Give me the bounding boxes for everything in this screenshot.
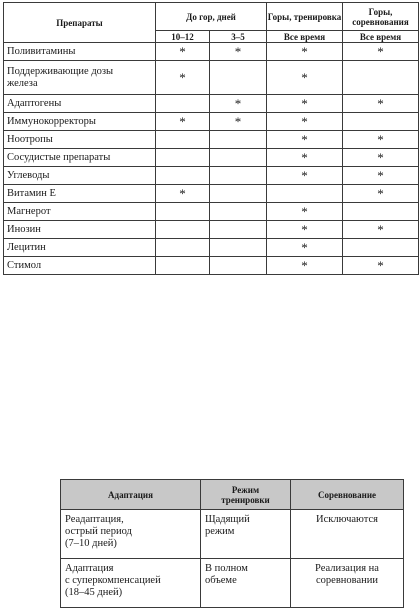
table-row [4, 203, 419, 221]
table-row [4, 239, 419, 257]
cell-adaptation: Реадаптация, острый период (7–10 дней) [61, 510, 201, 559]
subheader-all-time-training: Все время [267, 31, 343, 43]
row-mark [210, 61, 267, 95]
header-adaptation: Адаптация [61, 480, 201, 510]
header-mountains-competition: Горы, соревнования [343, 3, 419, 31]
row-name: Инозин [4, 221, 156, 239]
row-name: Поливитамины [4, 43, 156, 61]
row-mark: * [343, 167, 419, 185]
table-row [4, 131, 419, 149]
row-name: Поддерживающие дозы железа [4, 61, 156, 95]
table-row [4, 167, 419, 185]
row-mark: * [267, 167, 343, 185]
row-mark [156, 131, 210, 149]
row-mark: * [267, 43, 343, 61]
header-before-mountains: До гор, дней [156, 3, 267, 31]
row-mark [156, 95, 210, 113]
row-name: Иммунокорректоры [4, 113, 156, 131]
row-mark: * [343, 95, 419, 113]
preparations-table [3, 2, 419, 275]
row-name: Сосудистые препараты [4, 149, 156, 167]
table-row [4, 43, 419, 61]
row-mark: * [210, 95, 267, 113]
header-competition: Соревнование [291, 480, 404, 510]
subheader-3-5: 3–5 [210, 31, 267, 43]
row-mark: * [267, 239, 343, 257]
row-mark: * [343, 221, 419, 239]
row-mark: * [267, 257, 343, 275]
row-mark: * [210, 113, 267, 131]
row-mark [210, 203, 267, 221]
row-mark: * [156, 113, 210, 131]
row-mark [156, 149, 210, 167]
header-training-mode: Режим тренировки [201, 480, 291, 510]
header-preparations: Препараты [4, 3, 156, 43]
row-mark: * [156, 185, 210, 203]
cell-competition: Исключаются [291, 510, 404, 559]
table-row [61, 510, 404, 559]
table-row [4, 185, 419, 203]
row-mark: * [156, 43, 210, 61]
row-mark [156, 239, 210, 257]
row-name: Адаптогены [4, 95, 156, 113]
row-mark [343, 239, 419, 257]
row-mark [210, 185, 267, 203]
cell-training-mode: Щадящий режим [201, 510, 291, 559]
adaptation-table [60, 479, 404, 608]
row-name: Лецитин [4, 239, 156, 257]
table-row [4, 221, 419, 239]
row-mark [343, 113, 419, 131]
row-mark: * [343, 185, 419, 203]
subheader-all-time-competition: Все время [343, 31, 419, 43]
row-mark: * [267, 221, 343, 239]
row-mark [267, 185, 343, 203]
cell-training-mode: В полном объеме [201, 559, 291, 608]
row-mark: * [343, 149, 419, 167]
table-row [4, 149, 419, 167]
row-mark: * [210, 43, 267, 61]
row-mark: * [267, 131, 343, 149]
table-row [4, 95, 419, 113]
table-row [4, 113, 419, 131]
row-mark [210, 257, 267, 275]
row-mark [210, 221, 267, 239]
row-mark [210, 131, 267, 149]
row-mark [210, 239, 267, 257]
row-mark: * [267, 61, 343, 95]
cell-competition: Реализация на соревновании [291, 559, 404, 608]
row-mark [156, 257, 210, 275]
row-mark [156, 167, 210, 185]
row-mark: * [343, 131, 419, 149]
row-name: Стимол [4, 257, 156, 275]
row-mark: * [156, 61, 210, 95]
row-mark [343, 61, 419, 95]
row-mark: * [343, 43, 419, 61]
row-name: Ноотропы [4, 131, 156, 149]
row-mark [210, 167, 267, 185]
row-mark [343, 203, 419, 221]
header-mountains-training: Горы, тренировка [267, 3, 343, 31]
row-mark [156, 203, 210, 221]
row-mark [156, 221, 210, 239]
table-row [61, 559, 404, 608]
table-row [4, 61, 419, 95]
subheader-10-12: 10–12 [156, 31, 210, 43]
row-name: Магнерот [4, 203, 156, 221]
cell-adaptation: Адаптация с суперкомпенсацией (18–45 дней) [61, 559, 201, 608]
row-mark: * [267, 95, 343, 113]
table-row [4, 257, 419, 275]
row-name: Витамин Е [4, 185, 156, 203]
row-mark: * [267, 203, 343, 221]
row-mark: * [343, 257, 419, 275]
row-mark: * [267, 149, 343, 167]
row-mark: * [267, 113, 343, 131]
row-mark [210, 149, 267, 167]
row-name: Углеводы [4, 167, 156, 185]
